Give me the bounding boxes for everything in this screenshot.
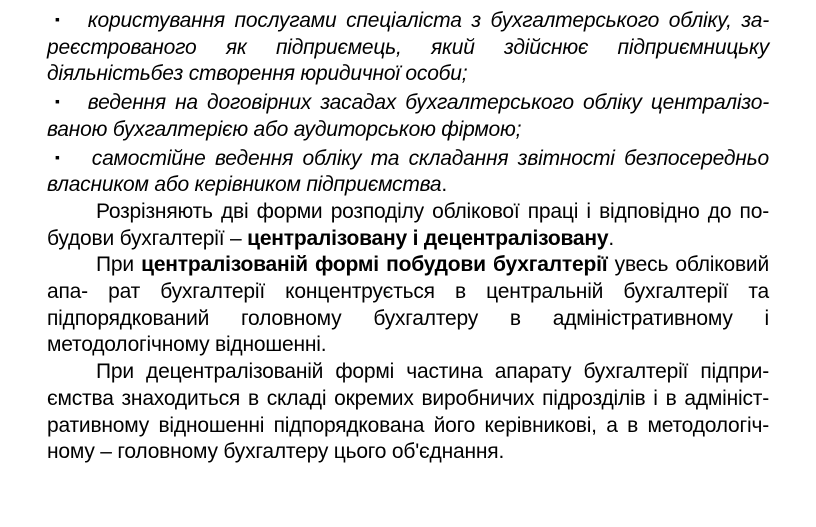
bullet-item-self-accounting [47,144,769,199]
paragraph-bold-text: централізовану і децентралізовану [247,226,609,250]
paragraph-centralized [47,252,769,359]
paragraph-decentralized [47,359,769,466]
bullet-text: користування послугами спеціаліста з бухгалтерського обліку, за- реєстрованого як підприємець, який здійснює підприємницьку діяльністьбез створення юридичної особи; [47,9,769,86]
paragraph-text: При децентралізованій формі частина апарату бухгалтерії підпри- ємства знаходиться в складі окремих виробничих підрозділів і в адмініст- ративному відношенні підпорядкована його керівникові, а в методологіч- ному – головному бухгалтеру цього об'єднання. [47,360,769,464]
paragraph-text: При [96,253,142,277]
paragraph-forms [47,199,769,252]
paragraph-text: Розрізняють дві форми розподілу облікової праці і відповідно до по- будови бухгалтерії – [47,199,769,250]
document-page [47,6,769,466]
paragraph-text-end: . [608,226,614,250]
paragraph-bold-text: централізованій формі побудови бухгалтерії [141,253,608,277]
square-bullet-icon: ▪ [55,11,60,27]
bullet-text: самостійне ведення обліку та складання звітності безпосередньо власником або керівником підприємства [47,146,769,197]
bullet-text: ведення на договірних засадах бухгалтерського обліку централізо- ваною бухгалтерією або аудиторською фірмою; [47,91,769,141]
square-bullet-icon: ▪ [55,93,60,110]
bullet-item-centralized-accounting [47,88,769,143]
square-bullet-icon: ▪ [55,148,60,165]
bullet-item-specialist [47,6,769,88]
paragraph-text-end: увесь обліковий апа- рат бухгалтерії концентрується в центральній бухгалтерії та підпорядкований головному бухгалтеру в адміністративному і методологічному відношенні. [47,253,769,357]
bullet-end-punctuation: . [441,173,448,197]
